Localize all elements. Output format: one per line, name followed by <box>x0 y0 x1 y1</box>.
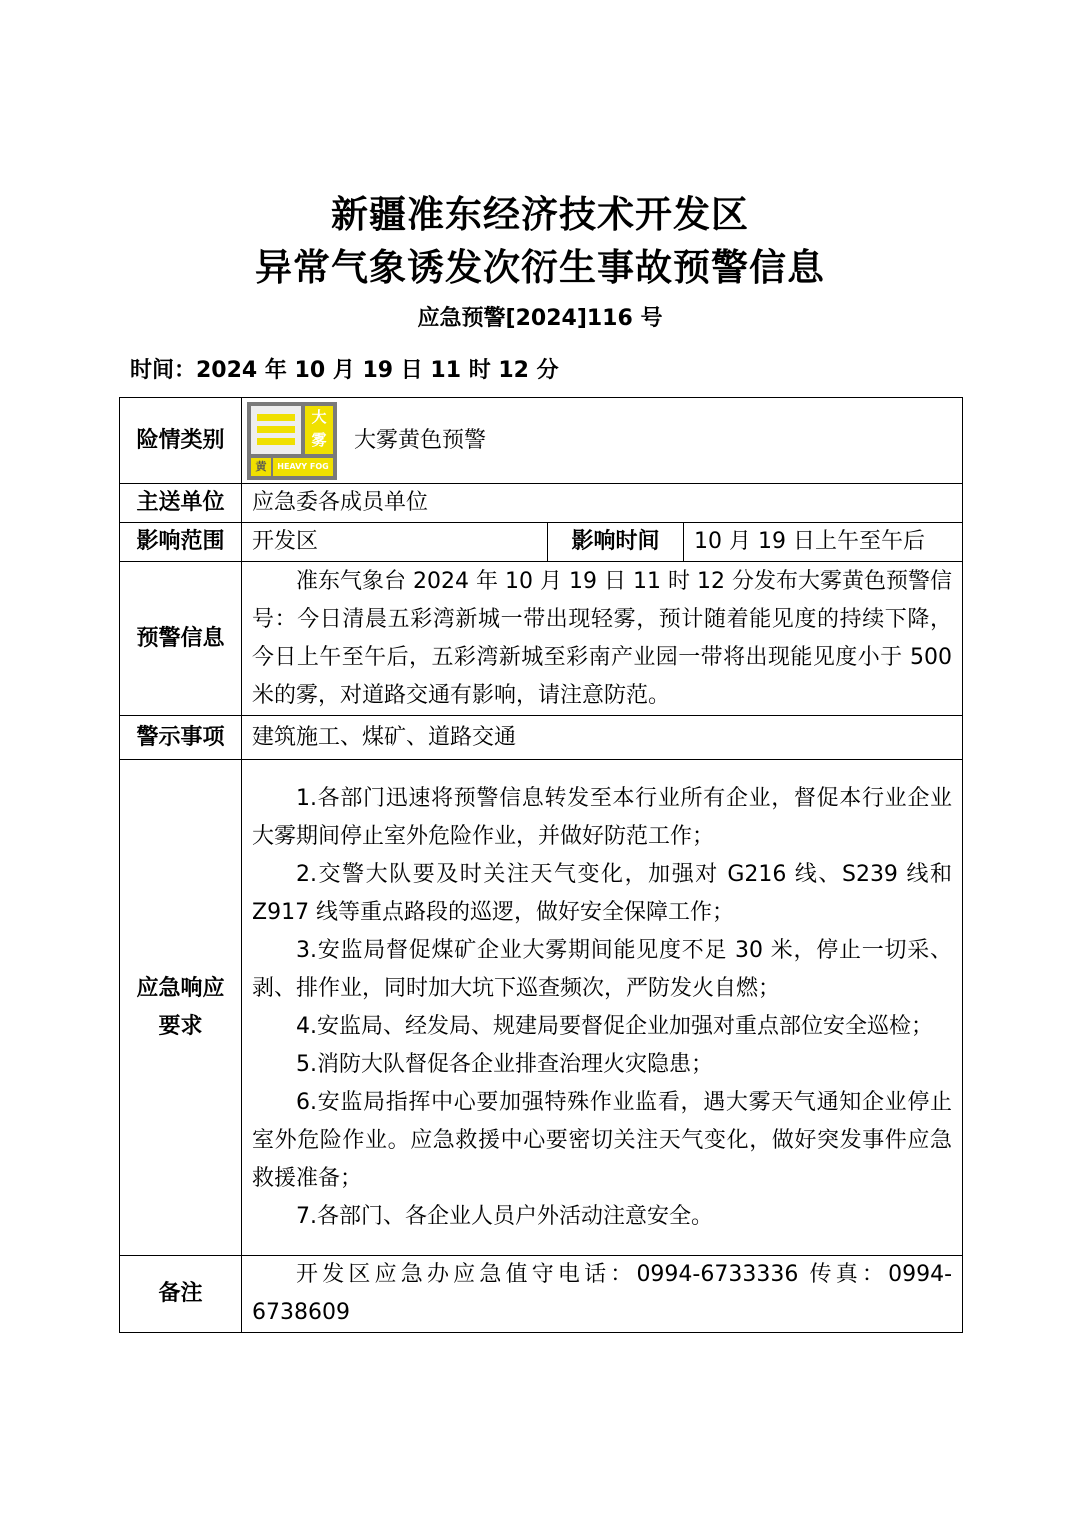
row-risk-type <box>120 398 963 484</box>
recipients-value: 应急委各成员单位 <box>242 484 963 523</box>
response-item: 6.安监局指挥中心要加强特殊作业监看，遇大雾天气通知企业停止室外危险作业。应急救援中心要密切关注天气变化，做好突发事件应急救援准备； <box>252 1089 953 1191</box>
warning-info-label: 预警信息 <box>120 562 242 716</box>
response-item: 4.安监局、经发局、规建局要督促企业加强对重点部位安全巡检； <box>296 1013 933 1039</box>
remarks-text: 开发区应急办应急值守电话：0994-6733336 传真：0994-6738609 <box>242 1256 963 1333</box>
response-requirements <box>242 760 963 1256</box>
response-item: 1.各部门迅速将预警信息转发至本行业所有企业，督促本行业企业大雾期间停止室外危险作业，并做好防范工作； <box>252 785 953 849</box>
impact-time-label: 影响时间 <box>548 523 684 562</box>
row-recipients <box>120 484 963 523</box>
scope-value: 开发区 <box>242 523 548 562</box>
impact-time-value: 10 月 19 日上午至午后 <box>684 523 963 562</box>
risk-type-label: 险情类别 <box>120 398 242 484</box>
response-item: 5.消防大队督促各企业排查治理火灾隐患； <box>296 1051 713 1077</box>
title-line-2: 异常气象诱发次衍生事故预警信息 <box>255 246 825 289</box>
warning-info-text: 准东气象台 2024 年 10 月 19 日 11 时 12 分发布大雾黄色预警信号：今日清晨五彩湾新城一带出现轻雾，预计随着能见度的持续下降，今日上午至午后，五彩湾新城至彩南产业园一带将出现能见度小于 500 米的雾，对道路交通有影响，请注意防范。 <box>242 562 963 716</box>
risk-type-cell <box>242 398 963 484</box>
scope-label: 影响范围 <box>120 523 242 562</box>
row-response <box>120 760 963 1256</box>
row-remarks <box>120 1256 963 1333</box>
issue-time: 时间：2024 年 10 月 19 日 11 时 12 分 <box>130 358 559 383</box>
response-item: 2.交警大队要及时关注天气变化，加强对 G216 线、S239 线和 Z917 线等重点路段的巡逻，做好安全保障工作； <box>252 861 953 925</box>
row-scope <box>120 523 963 562</box>
response-item: 7.各部门、各企业人员户外活动注意安全。 <box>296 1203 713 1229</box>
document-number: 应急预警[2024]116 号 <box>417 306 663 331</box>
heavy-fog-yellow-warning-icon: 大 雾 黄 HEAVY FOG <box>247 402 337 480</box>
risk-type-value: 大雾黄色预警 <box>354 427 487 453</box>
row-alert-items <box>120 716 963 760</box>
remarks-label: 备注 <box>120 1256 242 1333</box>
response-label: 应急响应 要求 <box>120 760 242 1256</box>
title-line-1: 新疆准东经济技术开发区 <box>331 193 749 236</box>
warning-table <box>119 397 963 1333</box>
recipients-label: 主送单位 <box>120 484 242 523</box>
row-warning-info <box>120 562 963 716</box>
alert-items-value: 建筑施工、煤矿、道路交通 <box>242 716 963 760</box>
alert-items-label: 警示事项 <box>120 716 242 760</box>
response-item: 3.安监局督促煤矿企业大雾期间能见度不足 30 米，停止一切采、剥、排作业，同时加大坑下巡查频次，严防发火自燃； <box>252 937 953 1001</box>
